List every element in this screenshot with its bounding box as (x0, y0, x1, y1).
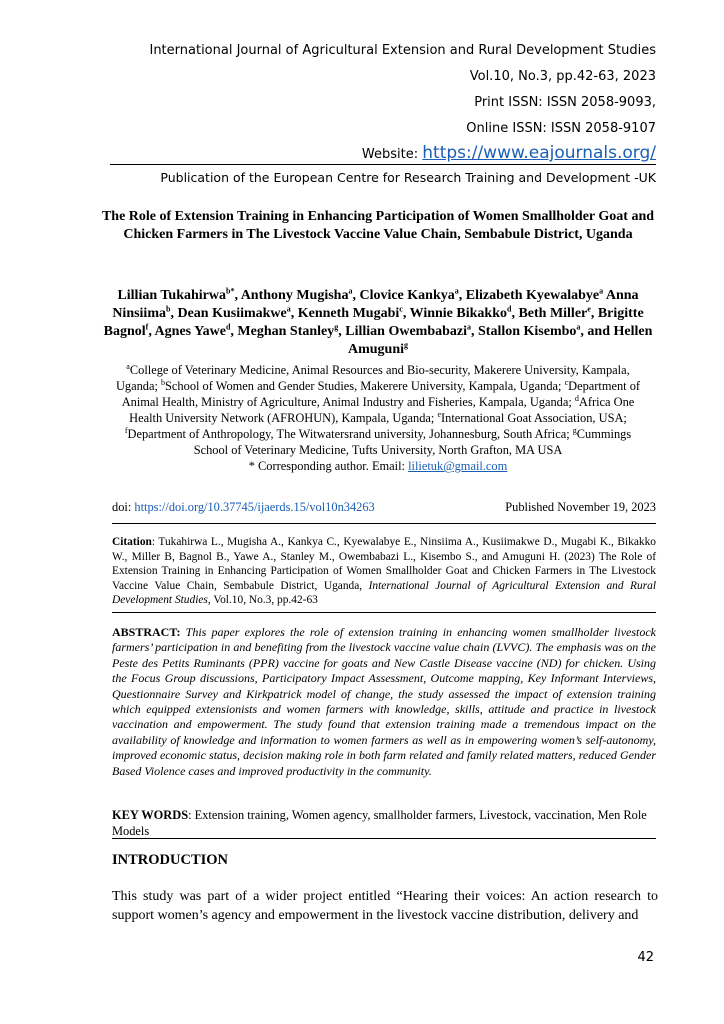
author (359, 288, 458, 303)
author (466, 288, 603, 303)
affiliation-mark: d (574, 393, 579, 403)
abstract-label: ABSTRACT: (112, 625, 181, 639)
author-affiliation-mark: g (404, 340, 409, 350)
doi (112, 500, 375, 514)
keywords-label: KEY WORDS (112, 808, 189, 822)
author (345, 324, 471, 339)
introduction-heading: INTRODUCTION (112, 852, 229, 868)
affiliations (108, 362, 648, 474)
keywords-text: : Extension training, Women agency, smallholder farmers, Livestock, vaccination, Men Role Models (112, 808, 647, 838)
abstract-text: This paper explores the role of extension training in enhancing women smallholder livestock farmers’ participation in and benefiting from the livestock vaccine value chain (LVVC). The emphasis was on the Peste des Petits Ruminants (PPR) vaccine for goats and New Castle Disease vaccine (ND) for chicken. Using the Focus Group discussions, Participatory Impact Assessment, Outcome mapping, Key Informant Interviews, Questionnaire Survey and Kirkpatrick model of change, the study assessed the impact of extension training which equipped extensionists and women farmers with knowledge, skills, attitude and practice in livestock vaccination and empowerment. The study found that extension training made a tremendous impact on the availability of knowledge and information to women farmers as well as in empowering women’s self-autonomy, improved economic status, decision making role in both farm related and family related matters, reduced Gender Based Violence cases and improved productivity in the community. (112, 625, 657, 778)
author-affiliation-mark: g (334, 322, 339, 332)
author-affiliation-mark: f (145, 322, 149, 332)
affiliation-text: Department of Anthropology, The Witwatersrand university, Johannesburg, South Africa; (127, 427, 570, 441)
author-name: Hellen Amuguni (347, 324, 653, 357)
corresponding-label: * Corresponding author. Email: (248, 459, 405, 473)
affiliation (161, 379, 561, 393)
author-affiliation-mark: a (286, 304, 291, 314)
author-name: Beth Miller (518, 306, 588, 321)
affiliation-text: International Goat Association, USA; (441, 411, 627, 425)
journal-name: International Journal of Agricultural Extension and Rural Development Studies (149, 43, 656, 58)
keywords-rule (112, 838, 656, 839)
author (478, 324, 580, 339)
citation-text: : Tukahirwa L., Mugisha A., Kankya C., Kyewalabye E., Ninsiima A., Kusiimakwe D., Mugabi K., Bikakko W., Miller B, Bagnol B., Yawe A., Stanley M., Owembabazi L., Kisembo S., and Amuguni H. (2023) The Role of Extension Training in Enhancing Participation of Women Smallholder Goat and Chicken Farmers in The Livestock Vaccine Value Chain, Sembabule District, Uganda, (112, 536, 656, 592)
author-affiliation-mark: a (454, 286, 459, 296)
author-affiliation-mark: a (348, 286, 353, 296)
author-affiliation-mark: a (599, 286, 604, 296)
author-name: Anthony Mugisha (240, 288, 349, 303)
citation (112, 535, 656, 608)
doi-row (112, 500, 656, 515)
citation-journal: International Journal of Agricultural Extension and Rural Development Studies (112, 579, 656, 606)
author-name: Clovice Kankya (359, 288, 455, 303)
author (155, 324, 231, 339)
online-issn: Online ISSN: ISSN 2058-9107 (466, 121, 656, 136)
website-link[interactable]: https://www.eajournals.org/ (422, 143, 656, 163)
affiliation-mark: b (161, 377, 166, 387)
author-name: Meghan Stanley (237, 324, 335, 339)
print-issn: Print ISSN: ISSN 2058-9093, (474, 95, 656, 110)
author-name: Elizabeth Kyewalabye (465, 288, 600, 303)
author-list: Lillian Tukahirwa$^{b*}$, Anthony Mugisha$^a$, Clovice Kankya$^a$, Elizabeth Kyewalabye$^a$ Anna Ninsiima$^b$, Dean Kusiimakwe$^a$, Kenneth Mugabi$^c$, Winnie Bikakko$^d$, Beth Miller$^e$, Brigitte Bagnol$^f$, Agnes Yawe$^d$, Meghan Stanley$^g$, Lillian Owembabazi$^a$, Stallon Kisembo$^a$, and Hellen Amuguni$^g$ (103, 286, 653, 357)
author-name: Kenneth Mugabi (297, 306, 400, 321)
published-date: Published November 19, 2023 (505, 500, 656, 514)
author-name: Stallon Kisembo (478, 324, 577, 339)
volume-info: Vol.10, No.3, pp.42-63, 2023 (469, 69, 656, 84)
affiliation-mark: a (126, 361, 130, 371)
doi-rule (112, 523, 656, 524)
author-name: Lillian Owembabazi (345, 324, 467, 339)
author-name: Winnie Bikakko (409, 306, 507, 321)
author-name: Dean Kusiimakwe (177, 306, 287, 321)
author-name: Anna Ninsiima (112, 288, 639, 321)
affiliation-mark: c (564, 377, 569, 387)
affiliation-mark: f (124, 425, 128, 435)
affiliation-list (116, 363, 640, 457)
affiliation (437, 411, 626, 425)
affiliation-text: Africa One Health University Network (AFROHUN), Kampala, Uganda; (129, 395, 635, 425)
doi-label: doi: (112, 500, 132, 514)
author-affiliation-mark: d (225, 322, 231, 332)
author-name: Brigitte Bagnol (103, 306, 644, 339)
author-name: Lillian Tukahirwa (117, 288, 226, 303)
keywords (112, 807, 656, 839)
corresponding-email-link[interactable]: lilietuk@gmail.com (408, 459, 508, 473)
author-affiliation-mark: b* (226, 286, 235, 296)
author (241, 288, 353, 303)
citation-tail: , Vol.10, No.3, pp.42-63 (207, 594, 318, 606)
citation-label: Citation (112, 536, 152, 548)
author (177, 306, 290, 321)
page-number: 42 (637, 950, 654, 965)
affiliation-text: Department of Animal Health, Ministry of Agriculture, Animal Industry and Fisheries, Kampala, Uganda; (121, 379, 641, 409)
author-affiliation-mark: a (467, 322, 471, 332)
author-name: Agnes Yawe (154, 324, 226, 339)
author-affiliation-mark: d (506, 304, 512, 314)
journal-header (96, 40, 656, 163)
paper-title: The Role of Extension Training in Enhancing Participation of Women Smallholder Goat and Chicken Farmers in The Livestock Vaccine Value Chain, Sembabule District, Uganda (101, 209, 655, 242)
publisher-line: Publication of the European Centre for Research Training and Development -UK (160, 170, 656, 185)
author-affiliation-mark: b (166, 304, 171, 314)
author (298, 306, 403, 321)
author (410, 306, 512, 321)
author (518, 306, 590, 321)
abstract (112, 625, 656, 779)
author (237, 324, 338, 339)
author-affiliation-mark: e (587, 304, 591, 314)
header-rule (110, 164, 656, 165)
affiliation-mark: g (572, 425, 577, 435)
author (117, 288, 234, 303)
introduction-paragraph: This study was part of a wider project entitled “Hearing their voices: An action research to support women’s agency and empowerment in the livestock vaccine distribution, delivery and (112, 889, 658, 923)
doi-link[interactable]: https://doi.org/10.37745/ijaerds.15/vol10n34263 (134, 500, 375, 514)
affiliation-mark: e (437, 409, 442, 419)
website-line (362, 142, 656, 166)
affiliation-text: School of Women and Gender Studies, Makerere University, Kampala, Uganda; (165, 379, 562, 393)
citation-rule (112, 612, 656, 613)
author-affiliation-mark: a (576, 322, 581, 332)
affiliation (125, 427, 570, 441)
author-affiliation-mark: c (399, 304, 403, 314)
website-label: Website: (361, 147, 419, 162)
affiliation-text: Cummings School of Veterinary Medicine, Tufts University, North Grafton, MA USA (193, 427, 632, 457)
affiliation-text: College of Veterinary Medicine, Animal Resources and Bio-security, Makerere University, Kampala, Uganda; (115, 363, 630, 393)
